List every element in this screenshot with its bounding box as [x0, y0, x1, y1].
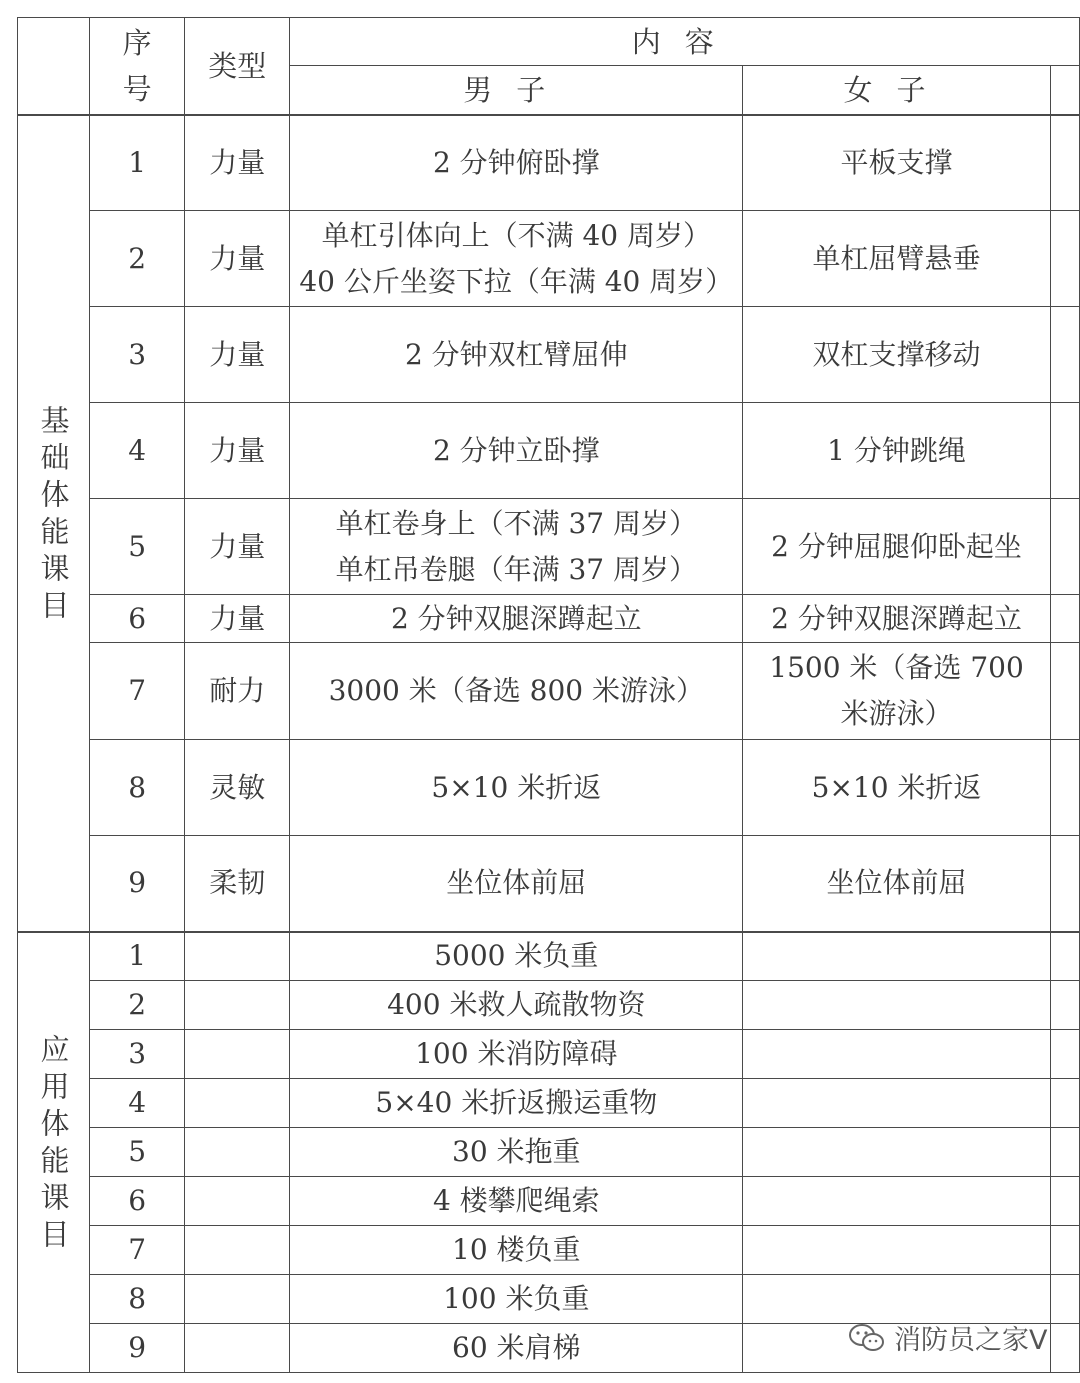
female-item: [743, 836, 1051, 932]
row-type: [185, 981, 290, 1030]
row-number: 1: [90, 115, 185, 211]
edge-cell: [1050, 595, 1079, 643]
table-row: [18, 981, 1080, 1030]
row-number: 3: [90, 307, 185, 403]
row-number: 5: [90, 499, 185, 595]
row-type: 力量: [185, 595, 290, 643]
edge-cell: [1050, 836, 1079, 932]
female-item: [743, 211, 1051, 307]
applied-item: 100 米消防障碍: [290, 1030, 743, 1079]
row-type: [185, 1177, 290, 1226]
edge-cell: [1050, 981, 1079, 1030]
row-type: 柔韧: [185, 836, 290, 932]
watermark: [848, 1318, 1047, 1357]
row-type: [185, 1226, 290, 1275]
female-item-line: 米游泳）: [840, 697, 953, 730]
male-item: [290, 403, 743, 499]
header-blank-cell: [18, 18, 90, 115]
male-item: [290, 499, 743, 595]
row-number: 2: [90, 211, 185, 307]
edge-cell: [1050, 403, 1079, 499]
female-item: [743, 932, 1051, 981]
row-number: 3: [90, 1030, 185, 1079]
table-row: [18, 1079, 1080, 1128]
female-item: [743, 595, 1051, 643]
female-item: [743, 115, 1051, 211]
edge-cell: [1050, 932, 1079, 981]
table-row: [18, 836, 1080, 932]
fitness-table: [17, 17, 1080, 1373]
header-male: 男子: [290, 66, 743, 115]
male-item: [290, 836, 743, 932]
female-item-line: 1500 米（备选 700: [769, 651, 1024, 684]
male-item-line: 5×10 米折返: [431, 770, 602, 804]
male-item-line: 单杠引体向上（不满 40 周岁）: [321, 218, 712, 252]
edge-cell: [1050, 740, 1079, 836]
row-number: 4: [90, 403, 185, 499]
female-item: [743, 981, 1051, 1030]
row-number: 6: [90, 1177, 185, 1226]
row-type: 力量: [185, 499, 290, 595]
male-item-line: 2 分钟双腿深蹲起立: [390, 601, 642, 635]
edge-cell: [1050, 499, 1079, 595]
table-row: [18, 115, 1080, 211]
row-type: 力量: [185, 115, 290, 211]
applied-section-label-cell: [18, 932, 90, 1373]
female-item: [743, 499, 1051, 595]
applied-item: 4 楼攀爬绳索: [290, 1177, 743, 1226]
edge-cell: [1050, 1128, 1079, 1177]
header-edge-cell: [1050, 66, 1079, 115]
applied-item: 400 米救人疏散物资: [290, 981, 743, 1030]
female-item: [743, 1030, 1051, 1079]
row-type: [185, 1324, 290, 1373]
table-row: [18, 740, 1080, 836]
applied-item: 5×40 米折返搬运重物: [290, 1079, 743, 1128]
edge-cell: [1050, 1275, 1079, 1324]
female-item: [743, 1079, 1051, 1128]
male-item-line: 单杠吊卷腿（年满 37 周岁）: [335, 552, 698, 586]
row-number: 5: [90, 1128, 185, 1177]
row-type: [185, 1275, 290, 1324]
table-row: [18, 1030, 1080, 1079]
table-row: [18, 499, 1080, 595]
row-type: 力量: [185, 307, 290, 403]
female-item-line: 2 分钟双腿深蹲起立: [771, 601, 1022, 635]
edge-cell: [1050, 1226, 1079, 1275]
row-type: 力量: [185, 403, 290, 499]
table-row: [18, 595, 1080, 643]
header-content: 内容: [290, 18, 1080, 66]
row-number: 9: [90, 836, 185, 932]
applied-item: 5000 米负重: [290, 932, 743, 981]
edge-cell: [1050, 1324, 1079, 1373]
female-item: [743, 1275, 1051, 1324]
female-item: [743, 403, 1051, 499]
edge-cell: [1050, 1079, 1079, 1128]
table-row: [18, 403, 1080, 499]
header-female: 女子: [743, 66, 1051, 115]
row-type: 力量: [185, 211, 290, 307]
row-type: 耐力: [185, 643, 290, 740]
male-item: [290, 643, 743, 740]
female-item-line: 双杠支撑移动: [812, 337, 981, 371]
applied-item: 10 楼负重: [290, 1226, 743, 1275]
watermark-text: 消防员之家V: [894, 1325, 1048, 1356]
female-item-line: 平板支撑: [840, 145, 953, 179]
edge-cell: [1050, 1177, 1079, 1226]
row-number: 6: [90, 595, 185, 643]
table-row: [18, 1177, 1080, 1226]
edge-cell: [1050, 211, 1079, 307]
male-item-line: 2 分钟立卧撑: [432, 433, 600, 467]
male-item-line: 单杠卷身上（不满 37 周岁）: [335, 506, 698, 540]
row-number: 7: [90, 1226, 185, 1275]
female-item: [743, 307, 1051, 403]
male-item: [290, 115, 743, 211]
wechat-icon: [848, 1323, 886, 1353]
row-number: 8: [90, 1275, 185, 1324]
header-seq-label: 序号: [122, 25, 152, 106]
row-number: 4: [90, 1079, 185, 1128]
female-item-line: 2 分钟屈腿仰卧起坐: [771, 529, 1022, 563]
female-item-line: 单杠屈臂悬垂: [812, 241, 981, 275]
female-item-line: 5×10 米折返: [811, 770, 982, 804]
row-type: [185, 1030, 290, 1079]
row-number: 8: [90, 740, 185, 836]
edge-cell: [1050, 307, 1079, 403]
row-number: 7: [90, 643, 185, 740]
applied-section-label: 应用体能课目: [36, 1034, 71, 1257]
header-seq: [90, 18, 185, 115]
male-item-line: 坐位体前屈: [446, 866, 587, 900]
male-item: [290, 740, 743, 836]
female-item-line: 坐位体前屈: [826, 866, 967, 900]
table-row: [18, 307, 1080, 403]
row-type: [185, 1079, 290, 1128]
edge-cell: [1050, 643, 1079, 740]
male-item-line: 2 分钟俯卧撑: [432, 145, 600, 179]
table-row: [18, 1128, 1080, 1177]
table-row: [18, 1275, 1080, 1324]
row-type: 灵敏: [185, 740, 290, 836]
row-number: 2: [90, 981, 185, 1030]
female-item: [743, 1177, 1051, 1226]
female-item: [743, 1128, 1051, 1177]
male-item-line: 40 公斤坐姿下拉（年满 40 周岁）: [299, 264, 734, 298]
basic-section-label-cell: [18, 115, 90, 932]
female-item-line: 1 分钟跳绳: [827, 433, 966, 467]
applied-item: 60 米肩梯: [290, 1324, 743, 1373]
table-row: [18, 643, 1080, 740]
edge-cell: [1050, 1030, 1079, 1079]
applied-item: 100 米负重: [290, 1275, 743, 1324]
table-row: [18, 211, 1080, 307]
table-row: [18, 1226, 1080, 1275]
female-item: [743, 740, 1051, 836]
male-item: [290, 211, 743, 307]
header-type: 类型: [185, 18, 290, 115]
female-item: [743, 1226, 1051, 1275]
row-number: 9: [90, 1324, 185, 1373]
female-item: [743, 643, 1051, 740]
male-item: [290, 307, 743, 403]
male-item-line: 2 分钟双杠臂屈伸: [404, 337, 628, 371]
male-item-line: 3000 米（备选 800 米游泳）: [328, 674, 704, 707]
row-number: 1: [90, 932, 185, 981]
table-row: [18, 932, 1080, 981]
row-type: [185, 932, 290, 981]
row-type: [185, 1128, 290, 1177]
basic-section-label: 基础体能课目: [36, 405, 71, 627]
male-item: [290, 595, 743, 643]
edge-cell: [1050, 115, 1079, 211]
applied-item: 30 米拖重: [290, 1128, 743, 1177]
